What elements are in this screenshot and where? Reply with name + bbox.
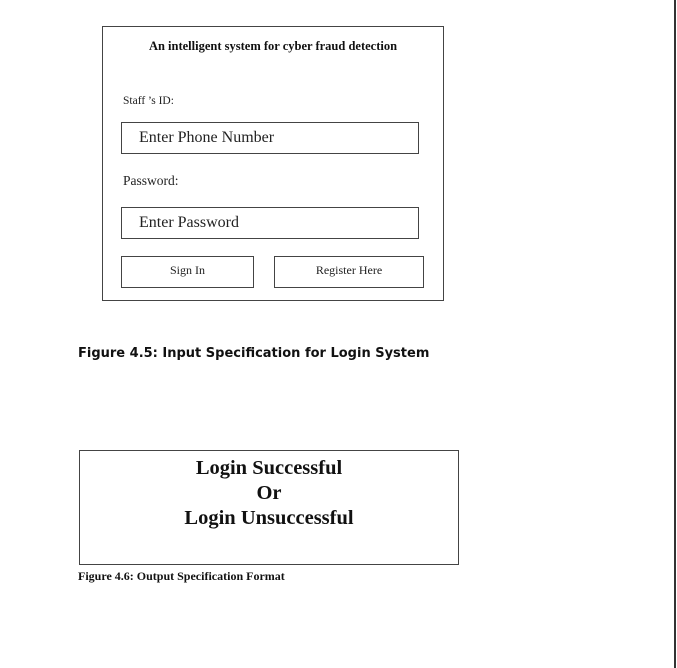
output-specification-box	[79, 450, 459, 565]
phone-number-input[interactable]: Enter Phone Number	[121, 122, 419, 154]
output-unsuccessful-text: Login Unsuccessful	[184, 507, 354, 529]
password-label: Password:	[123, 173, 179, 188]
password-input[interactable]: Enter Password	[121, 207, 419, 239]
figure-4-5-caption: Figure 4.5: Input Specification for Login System	[78, 346, 430, 361]
figure-4-6-caption: Figure 4.6: Output Specification Format	[78, 569, 285, 583]
staff-id-label: Staff ’s ID:	[123, 95, 174, 107]
register-here-button[interactable]: Register Here	[274, 256, 424, 288]
login-form-title: An intelligent system for cyber fraud detection	[148, 39, 398, 53]
page-right-border	[674, 0, 676, 668]
login-form-box	[102, 26, 444, 301]
output-success-text: Login Successful	[195, 457, 343, 479]
output-or-text: Or	[256, 482, 282, 504]
sign-in-button[interactable]: Sign In	[121, 256, 254, 288]
